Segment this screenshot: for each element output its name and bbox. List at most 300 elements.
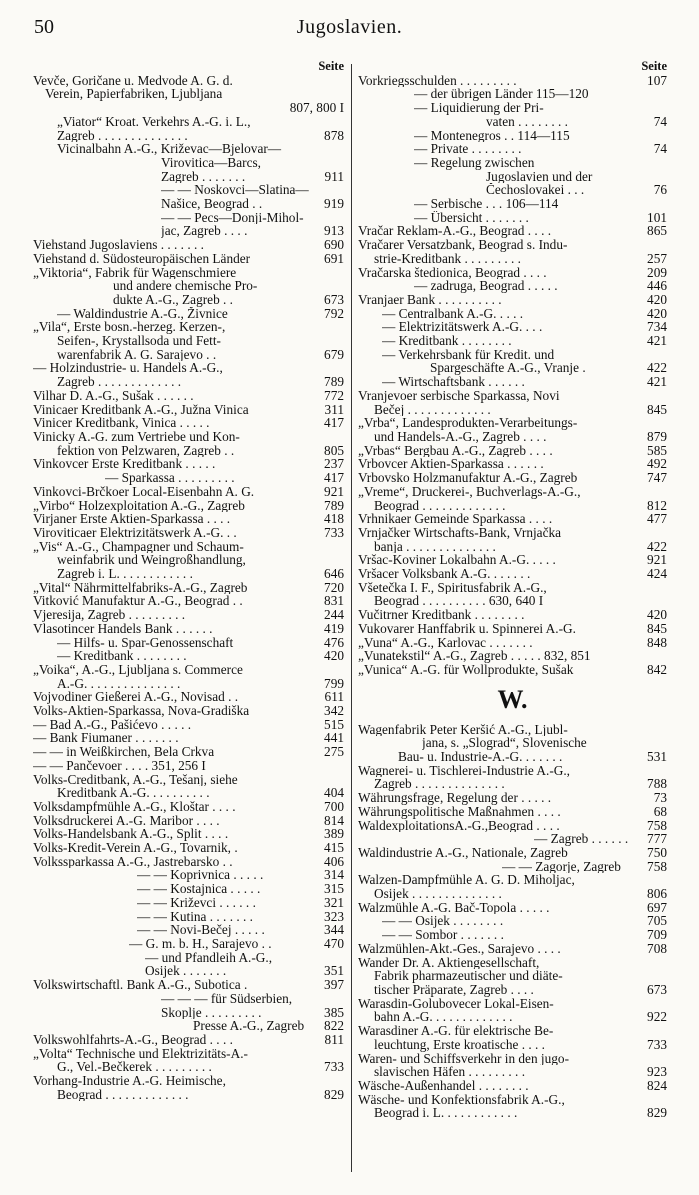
- entry-text: bahn A.-G. . . . . . . . . . . . .: [374, 1010, 513, 1025]
- entry-text: — — Novi-Bečej . . . . .: [137, 923, 265, 937]
- entry-text: Vjeresija, Zagreb . . . . . . . . .: [33, 608, 186, 622]
- entry-page-ref: 772: [324, 387, 344, 403]
- entry-text: Seifen-, Krystallsoda und Fett-: [57, 334, 221, 348]
- entry-text: Viehstand d. Südosteuropäischen Länder: [33, 251, 251, 266]
- page-number: 50: [34, 16, 54, 38]
- entry-text: — der übrigen Länder 115—120: [414, 87, 589, 102]
- entry-text: fektion von Pelzwaren, Zagreb . .: [57, 443, 235, 458]
- entry-text: „Viator“ Kroat. Verkehrs A.-G. i. L.,: [57, 114, 251, 129]
- entry-page-ref: 421: [647, 333, 667, 349]
- entry-page-ref: 705: [647, 913, 667, 929]
- index-entry: [33, 910, 344, 924]
- entry-text: tischer Präparate, Zagreb . . . .: [374, 983, 534, 997]
- index-entry: [358, 211, 667, 225]
- index-entry: [358, 1024, 667, 1038]
- index-entry: [33, 1074, 344, 1088]
- entry-text: Virjaner Erste Aktien-Sparkassa . . . .: [33, 512, 231, 526]
- index-entry: [358, 307, 667, 321]
- entry-text: leuchtung, Erste kroatische . . . .: [374, 1037, 545, 1052]
- index-entry: [358, 266, 667, 280]
- entry-page-ref: 611: [324, 689, 344, 705]
- index-entry: [33, 814, 344, 828]
- index-entry: [33, 964, 344, 978]
- entry-text: Vinkovci-Brčkoer Local-Eisenbahn A. G.: [33, 484, 255, 499]
- index-entry: [358, 430, 667, 444]
- entry-text: — und Pfandleih A.-G.,: [145, 950, 273, 965]
- entry-text: Waldindustrie A.-G., Nationale, Zagreb: [358, 845, 568, 860]
- right-entry-list-w: [358, 723, 667, 1120]
- entry-page-ref: 805: [324, 442, 344, 458]
- index-entry: [358, 805, 667, 819]
- index-entry: [33, 252, 344, 266]
- entry-text: Zagreb . . . . . . . . . . . . .: [57, 375, 182, 389]
- index-entry: [33, 279, 344, 293]
- entry-page-ref: 690: [324, 237, 344, 253]
- entry-text: jac, Zagreb . . . .: [161, 224, 248, 239]
- index-entry: [33, 896, 344, 910]
- entry-text: „Vital“ Nährmittelfabriks-A.-G., Zagreb: [33, 580, 248, 595]
- entry-page-ref: 829: [324, 1086, 344, 1102]
- entry-page-ref: 922: [647, 1009, 667, 1025]
- entry-text: — — Križevci . . . . . .: [137, 895, 256, 910]
- entry-page-ref: 831: [324, 593, 344, 609]
- index-entry: [358, 1065, 667, 1079]
- index-entry: [358, 416, 667, 430]
- entry-page-ref: 734: [647, 319, 667, 335]
- index-entry: [358, 403, 667, 417]
- entry-text: Vračarer Versatzbank, Beograd s. Indu-: [358, 238, 568, 252]
- index-entry: [33, 348, 344, 362]
- index-entry: [358, 553, 667, 567]
- entry-page-ref: 73: [653, 790, 667, 806]
- section-letter-w: W.: [497, 684, 528, 714]
- index-entry: [33, 581, 344, 595]
- entry-page-ref: 709: [647, 927, 667, 943]
- index-entry: [33, 471, 344, 485]
- entry-text: Walzen-Dampfmühle A. G. D. Miholjac,: [358, 873, 575, 888]
- entry-page-ref: 789: [324, 497, 344, 513]
- entry-page-ref: 708: [647, 940, 667, 956]
- index-entry: [33, 485, 344, 499]
- entry-text: Volksdampfmühle A.-G., Kloštar . . . .: [33, 799, 236, 814]
- entry-page-ref: 420: [324, 648, 344, 664]
- index-entry: [33, 197, 344, 211]
- entry-text: und Handels-A.-G., Zagreb . . . .: [374, 429, 547, 444]
- entry-text: Beograd . . . . . . . . . . 630, 640 I: [374, 594, 544, 609]
- index-entry: [33, 87, 344, 101]
- entry-text: — Montenegros . . 114—115: [414, 128, 570, 143]
- index-entry: [358, 224, 667, 238]
- entry-text: Beograd i. L. . . . . . . . . . . .: [374, 1106, 518, 1121]
- entry-text: — — Pecs—Donji-Mihol-: [161, 210, 304, 225]
- entry-page-ref: 515: [324, 716, 344, 732]
- entry-page-ref: 76: [653, 182, 667, 198]
- entry-page-ref: 344: [324, 922, 344, 938]
- entry-text: Vilhar D. A.-G., Sušak . . . . . .: [33, 388, 194, 403]
- index-entry: [33, 375, 344, 389]
- entry-text: — Verkehrsbank für Kredit. und: [382, 347, 555, 362]
- entry-text: — Zagreb . . . . . .: [534, 832, 629, 846]
- entry-page-ref: 878: [324, 127, 344, 143]
- index-entry: [358, 860, 667, 874]
- index-entry: [33, 800, 344, 814]
- entry-text: Vicinalbahn A.-G., Križevac—Bjelovar—: [57, 142, 282, 156]
- index-entry: [33, 307, 344, 321]
- entry-text: — — — für Südserbien,: [161, 991, 293, 1006]
- index-entry: [358, 170, 667, 184]
- entry-page-ref: 257: [647, 250, 667, 266]
- entry-text: Wäsche-Außenhandel . . . . . . . .: [358, 1078, 529, 1093]
- entry-text: — — Noskovci—Slatina—: [161, 183, 309, 198]
- index-entry: [358, 115, 667, 129]
- entry-page-ref: 733: [647, 1036, 667, 1052]
- entry-page-ref: 824: [647, 1077, 667, 1093]
- entry-page-ref: 420: [647, 305, 667, 321]
- entry-page-ref: 275: [324, 744, 344, 760]
- entry-page-ref: 673: [324, 291, 344, 307]
- index-entry: [358, 279, 667, 293]
- entry-text: Beograd . . . . . . . . . . . . .: [57, 1087, 189, 1102]
- entry-text: Našice, Beograd . .: [161, 197, 263, 211]
- index-entry: [358, 293, 667, 307]
- index-entry: [33, 553, 344, 567]
- entry-page-ref: 415: [324, 840, 344, 856]
- entry-text: jana, s. „Slograd“, Slovenische: [422, 736, 587, 751]
- index-entry: [33, 156, 344, 170]
- entry-text: Čechoslovakei . . .: [486, 183, 585, 198]
- entry-text: WaldexploitationsA.-G.,Beograd . . . .: [358, 818, 560, 833]
- index-entry: [33, 759, 344, 773]
- index-entry: [358, 444, 667, 458]
- left-column: [33, 60, 344, 1101]
- entry-page-ref: 806: [647, 886, 667, 902]
- entry-text: Skoplje . . . . . . . . .: [161, 1005, 262, 1020]
- index-entry: [33, 1047, 344, 1061]
- index-entry: [33, 868, 344, 882]
- index-entry: [358, 1093, 667, 1107]
- entry-text: Vevče, Goričane u. Medvode A. G. d.: [33, 73, 233, 88]
- index-entry: [33, 608, 344, 622]
- index-entry: [358, 969, 667, 983]
- entry-page-ref: 758: [647, 817, 667, 833]
- index-entry: [358, 873, 667, 887]
- entry-text: Vorkriegsschulden . . . . . . . . .: [358, 73, 517, 88]
- index-entry: [358, 471, 667, 485]
- index-entry: [33, 786, 344, 800]
- entry-text: — — Kutina . . . . . . .: [137, 909, 253, 924]
- entry-text: — Hilfs- u. Spar-Genossenschaft: [57, 635, 234, 650]
- entry-text: Walzmühlen-Akt.-Ges., Sarajevo . . . .: [358, 941, 561, 956]
- entry-text: A.-G. . . . . . . . . . . . . . .: [57, 676, 181, 691]
- index-entry: [358, 736, 667, 750]
- entry-text: vaten . . . . . . . .: [486, 114, 568, 129]
- entry-text: Presse A.-G., Zagreb: [193, 1019, 305, 1033]
- entry-page-ref: 822: [324, 1018, 344, 1034]
- entry-text: Währungspolitische Maßnahmen . . . .: [358, 804, 561, 819]
- entry-text: „Vis“ A.-G., Champagner und Schaum-: [33, 539, 244, 554]
- entry-page-ref: 342: [324, 703, 344, 719]
- entry-text: — Regelung zwischen: [414, 155, 535, 170]
- index-entry: [33, 129, 344, 143]
- entry-page-ref: 777: [647, 831, 667, 847]
- index-entry: [33, 731, 344, 745]
- entry-page-ref: 397: [324, 977, 344, 993]
- index-entry: [33, 266, 344, 280]
- entry-page-ref: 321: [324, 894, 344, 910]
- entry-text: — Private . . . . . . . .: [414, 142, 522, 156]
- entry-text: — zadruga, Beograd . . . . .: [414, 279, 558, 293]
- entry-text: und andere chemische Pro-: [113, 279, 258, 293]
- index-entry: [358, 983, 667, 997]
- index-entry: [358, 887, 667, 901]
- entry-text: Warasdiner A.-G. für elektrische Be-: [358, 1024, 554, 1038]
- index-entry: [358, 723, 667, 737]
- entry-page-ref: 733: [324, 524, 344, 540]
- entry-text: Zagreb . . . . . . . . . . . . . .: [57, 128, 188, 143]
- entry-text: Waren- und Schiffsverkehr in den jugo-: [358, 1051, 570, 1066]
- entry-page-ref: 244: [324, 607, 344, 623]
- entry-page-ref: 812: [647, 497, 667, 513]
- index-entry: [33, 389, 344, 403]
- entry-page-ref: 314: [324, 867, 344, 883]
- entry-text: Vrnjačker Wirtschafts-Bank, Vrnjačka: [358, 525, 562, 540]
- entry-text: — Übersicht . . . . . . .: [414, 210, 529, 225]
- entry-text: — Serbische . . . 106—114: [414, 197, 559, 211]
- entry-page-ref: 788: [647, 776, 667, 792]
- page-title: Jugoslavien.: [296, 16, 403, 38]
- index-entry: [33, 170, 344, 184]
- entry-text: — Bad A.-G., Pašićevo . . . . .: [33, 717, 192, 732]
- entry-page-ref: 811: [324, 1031, 344, 1047]
- entry-page-ref: 492: [647, 456, 667, 472]
- index-entry: [358, 764, 667, 778]
- entry-text: Vojvodiner Gießerei A.-G., Novisad . .: [33, 690, 239, 705]
- index-entry: [358, 567, 667, 581]
- entry-page-ref: 691: [324, 250, 344, 266]
- column-divider: [351, 64, 352, 1172]
- index-entry: [358, 375, 667, 389]
- entry-page-ref: 385: [324, 1004, 344, 1020]
- entry-text: banja . . . . . . . . . . . . . .: [374, 539, 496, 554]
- entry-text: Vrbovsko Holzmanufaktur A.-G., Zagreb: [358, 471, 578, 485]
- entry-page-ref: 865: [647, 223, 667, 239]
- index-entry: [358, 1038, 667, 1052]
- entry-text: „Vunatekstil“ A.-G., Zagreb . . . . . 832, 851: [358, 649, 591, 663]
- index-entry: [33, 745, 344, 759]
- entry-page-ref: 646: [324, 566, 344, 582]
- entry-text: — Waldindustrie A.-G., Živnice: [57, 306, 228, 321]
- entry-page-ref: 404: [324, 785, 344, 801]
- entry-text: Vitković Manufaktur A.-G., Beograd . .: [33, 594, 243, 609]
- index-entry: [33, 636, 344, 650]
- entry-text: Osijek . . . . . . . . . . . . . .: [374, 887, 502, 901]
- entry-text: — — Pančevoer . . . . 351, 256 I: [33, 758, 206, 773]
- index-entry: [33, 1033, 344, 1047]
- entry-text: Volkssparkassa A.-G., Jastrebarsko . .: [33, 854, 233, 869]
- entry-text: Vinkovcer Erste Kreditbank . . . . .: [33, 457, 216, 472]
- entry-page-ref: 921: [324, 483, 344, 499]
- entry-page-ref: 421: [647, 374, 667, 390]
- entry-text: — Centralbank A.-G. . . . .: [382, 306, 524, 321]
- left-entry-list: [33, 74, 344, 1102]
- entry-page-ref: 879: [647, 428, 667, 444]
- entry-text: Vinicky A.-G. zum Vertriebe und Kon-: [33, 429, 240, 444]
- entry-page-ref: 733: [324, 1059, 344, 1075]
- index-entry: [358, 663, 667, 677]
- index-entry: [33, 841, 344, 855]
- entry-page-ref: 470: [324, 936, 344, 951]
- index-entry: [358, 1010, 667, 1024]
- entry-page-ref: 419: [324, 620, 344, 636]
- entry-text: — Bank Fiumaner . . . . . . .: [33, 731, 179, 746]
- entry-text: Zagreb . . . . . . .: [161, 169, 246, 184]
- entry-text: — — Kostajnica . . . . .: [137, 882, 261, 896]
- entry-text: Volkswohlfahrts-A.-G., Beograd . . . .: [33, 1032, 233, 1047]
- index-entry: [33, 1019, 344, 1033]
- entry-text: Vlasotincer Handels Bank . . . . . .: [33, 621, 213, 636]
- entry-text: Walzmühle A.-G. Bač-Topola . . . . .: [358, 900, 550, 915]
- entry-page-ref: 789: [324, 374, 344, 390]
- entry-page-ref: 311: [324, 401, 344, 417]
- index-entry: [358, 156, 667, 170]
- entry-page-ref: 750: [647, 844, 667, 860]
- entry-text: — Liquidierung der Pri-: [414, 101, 544, 115]
- entry-text: Wagenfabrik Peter Keršić A.-G., Ljubl-: [358, 722, 568, 737]
- entry-page-ref: 923: [647, 1064, 667, 1080]
- entry-page-ref: 842: [647, 661, 667, 677]
- index-entry: [33, 882, 344, 896]
- index-entry: [33, 115, 344, 129]
- index-entry: [358, 956, 667, 970]
- index-entry: [33, 238, 344, 252]
- entry-text: Wäsche- und Konfektionsfabrik A.-G.,: [358, 1092, 565, 1107]
- entry-text: Vračarska štedionica, Beograd . . . .: [358, 265, 547, 280]
- index-entry: [358, 512, 667, 526]
- entry-page-ref: 807, 800 I: [289, 100, 344, 116]
- index-entry: [358, 581, 667, 595]
- entry-page-ref: 441: [324, 730, 344, 746]
- entry-text: Volks-Handelsbank A.-G., Split . . . .: [33, 827, 229, 842]
- index-entry: [33, 444, 344, 458]
- index-entry: [358, 901, 667, 915]
- entry-text: — G. m. b. H., Sarajevo . .: [129, 937, 272, 951]
- entry-text: Volks-Kredit-Verein A.-G., Tovarnik, .: [33, 841, 238, 855]
- index-entry: [358, 361, 667, 375]
- index-entry: [33, 430, 344, 444]
- entry-text: Volkswirtschaftl. Bank A.-G., Subotica .: [33, 978, 248, 992]
- entry-text: „Voika“, A.-G., Ljubljana s. Commerce: [33, 662, 243, 677]
- entry-text: — — Koprivnica . . . . .: [137, 868, 264, 883]
- entry-text: Fabrik pharmazeutischer und diäte-: [374, 969, 563, 983]
- entry-text: Wagnerei- u. Tischlerei-Industrie A.-G.,: [358, 763, 571, 778]
- entry-text: — Holzindustrie- u. Handels A.-G.,: [33, 361, 223, 376]
- entry-text: „Volta“ Technische und Elektrizitäts-A.-: [33, 1046, 248, 1061]
- entry-page-ref: 921: [647, 552, 667, 568]
- index-entry: [33, 224, 344, 238]
- entry-text: Zagreb i. L. . . . . . . . . . . .: [57, 567, 193, 581]
- index-entry: [33, 978, 344, 992]
- index-entry: [358, 791, 667, 805]
- index-entry: [33, 1060, 344, 1074]
- index-entry: [33, 594, 344, 608]
- entry-page-ref: 420: [647, 291, 667, 307]
- entry-page-ref: 477: [647, 511, 667, 527]
- entry-page-ref: 323: [324, 908, 344, 924]
- index-entry: [33, 704, 344, 718]
- entry-text: Vorhang-Industrie A.-G. Heimische,: [33, 1074, 226, 1088]
- index-entry: [358, 499, 667, 513]
- index-entry: [358, 750, 667, 764]
- entry-text: „Vunica“ A.-G. für Wollprodukte, Sušak: [358, 662, 574, 677]
- index-entry: [33, 1088, 344, 1102]
- entry-page-ref: 422: [647, 538, 667, 554]
- index-entry: [358, 649, 667, 663]
- index-entry: [358, 928, 667, 942]
- entry-text: — Sparkassa . . . . . . . . .: [105, 471, 235, 485]
- index-entry: [33, 183, 344, 197]
- entry-page-ref: 829: [647, 1105, 667, 1121]
- index-entry: [358, 819, 667, 833]
- index-entry: [358, 197, 667, 211]
- entry-page-ref: 845: [647, 401, 667, 417]
- entry-text: Volks-Aktien-Sparkassa, Nova-Gradiška: [33, 704, 250, 718]
- entry-text: Bečej . . . . . . . . . . . . .: [374, 402, 491, 417]
- index-entry: [358, 526, 667, 540]
- index-entry: [358, 1079, 667, 1093]
- entry-page-ref: 845: [647, 620, 667, 636]
- entry-text: — — Sombor . . . . . . .: [382, 928, 504, 942]
- entry-page-ref: 585: [647, 442, 667, 458]
- entry-text: Vršacer Volksbank A.-G. . . . . . .: [358, 567, 531, 581]
- index-entry: [358, 320, 667, 334]
- entry-text: Vukovarer Hanffabrik u. Spinnerei A.-G.: [358, 621, 576, 636]
- index-entry: [358, 252, 667, 266]
- entry-text: Vračar Reklam-A.-G., Beograd . . . .: [358, 224, 552, 239]
- entry-page-ref: 315: [324, 881, 344, 897]
- entry-text: Volksdruckerei A.-G. Maribor . . . .: [33, 813, 220, 828]
- entry-page-ref: 814: [324, 812, 344, 828]
- index-entry: [358, 238, 667, 252]
- entry-text: „Viktoria“, Fabrik für Wagenschmiere: [33, 265, 237, 280]
- index-entry: [33, 718, 344, 732]
- entry-page-ref: 919: [324, 196, 344, 212]
- entry-text: „Vuna“ A.-G., Karlovac . . . . . . .: [358, 635, 533, 650]
- entry-text: dukte A.-G., Zagreb . .: [113, 292, 234, 307]
- entry-text: Verein, Papierfabriken, Ljubljana: [45, 87, 223, 102]
- entry-page-ref: 101: [647, 209, 667, 225]
- index-entry: [33, 499, 344, 513]
- entry-text: Vranjevoer serbische Sparkassa, Novi: [358, 388, 560, 403]
- entry-text: Spargeschäfte A.-G., Vranje .: [430, 361, 586, 376]
- index-entry: [358, 846, 667, 860]
- entry-page-ref: 389: [324, 826, 344, 842]
- index-entry: [33, 74, 344, 88]
- index-entry: [358, 457, 667, 471]
- index-entry: [33, 101, 344, 115]
- index-entry: [358, 914, 667, 928]
- index-entry: [33, 334, 344, 348]
- entry-page-ref: 848: [647, 634, 667, 650]
- entry-text: Volks-Creditbank, A.-G., Tešanj, siehe: [33, 772, 238, 787]
- index-entry: [358, 348, 667, 362]
- index-entry: [33, 663, 344, 677]
- entry-text: Viroviticaer Elektrizitätswerk A.-G. . .: [33, 525, 237, 540]
- index-entry: [33, 211, 344, 225]
- index-entry: [358, 777, 667, 791]
- index-entry: [33, 690, 344, 704]
- index-entry: [358, 74, 667, 88]
- entry-text: — — in Weißkirchen, Bela Crkva: [33, 745, 215, 759]
